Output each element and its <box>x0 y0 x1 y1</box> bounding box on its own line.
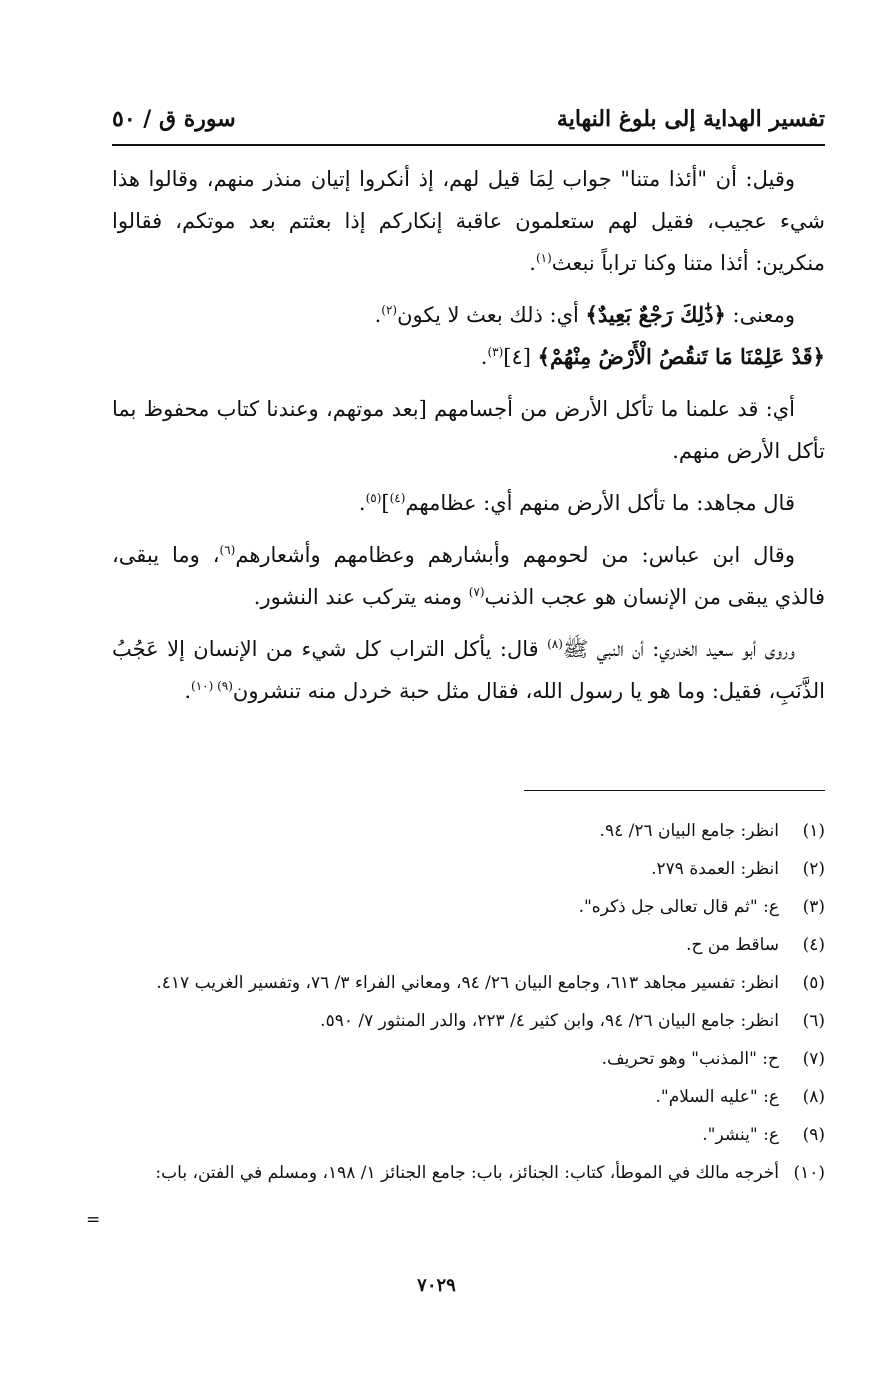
footnote-number: (٨) <box>802 1087 825 1107</box>
paragraph-6 <box>112 534 825 618</box>
paragraph-lead: ومعنى: <box>725 303 795 327</box>
paragraph-text: قال مجاهد: ما تأكل الأرض منهم أي: عظامهم <box>405 491 795 515</box>
footnote-text: ع: "ينشر". <box>702 1125 779 1145</box>
paragraph-2 <box>112 294 825 336</box>
paragraph-4 <box>112 388 825 472</box>
quran-verse: ﴿قَدْ عَلِمْنَا مَا تَنقُصُ الْأَرْضُ مِنْهُمْ﴾ <box>537 344 825 369</box>
footnote <box>112 1154 825 1192</box>
page-number: ٧٠٢٩ <box>417 1275 456 1296</box>
footnote <box>112 926 825 964</box>
paragraph-1 <box>112 158 825 284</box>
footnote-ref: (٦) <box>219 543 236 557</box>
footnote-number: (٢) <box>802 859 825 879</box>
main-text <box>112 158 825 722</box>
footnote-ref: (٨) <box>547 637 563 651</box>
paragraph-5 <box>112 482 825 524</box>
footnote-text: انظر: جامع البيان ٢٦/ ٩٤. <box>599 821 779 841</box>
footnote-ref: (٥) <box>365 491 382 505</box>
footnote-text: ع: "عليه السلام". <box>655 1087 779 1107</box>
footnote <box>112 850 825 888</box>
paragraph-tail: . <box>184 679 192 703</box>
footnote-ref: (١) <box>535 251 552 265</box>
paragraph-text-cont: ، وما يبقى، فالذي يبقى من الإنسان هو عجب الذنب <box>112 543 825 609</box>
footnote <box>112 888 825 926</box>
running-header <box>112 100 825 138</box>
quran-verse: ﴿ذَٰلِكَ رَجْعٌ بَعِيدٌ﴾ <box>585 302 726 327</box>
paragraph-text: وقال ابن عباس: من لحومهم وأبشارهم وعظامهم وأشعارهم <box>235 543 795 567</box>
paragraph-text: وقيل: أن "أئذا متنا" جواب لِمَا قيل لهم، إذ أنكروا إتيان منذر منهم، وقالوا هذا شيء عجيب، فقيل لهم ستعلمون عاقبة إنكاركم إذا بعثتم بعد موتكم، فقالوا منكرين: أئذا متنا وكنا تراباً نبعث <box>112 167 825 275</box>
paragraph-text: أي: ذلك بعث لا يكون <box>397 303 586 327</box>
footnote-rule <box>524 790 825 791</box>
continuation-mark: = <box>86 1210 101 1230</box>
paragraph-7 <box>112 628 825 712</box>
footnote-text: انظر: جامع البيان ٢٦/ ٩٤، وابن كثير ٤/ ٢٢٣، والدر المنثور ٧/ ٥٩٠. <box>320 1011 779 1031</box>
footnote-ref: (٣) <box>487 345 504 359</box>
footnote-ref: (٤) <box>389 491 406 505</box>
surah-reference: سورة ق / ٥٠ <box>112 106 236 132</box>
header-rule <box>112 144 825 146</box>
footnote-ref: (٢) <box>381 303 398 317</box>
footnote-text: أخرجه مالك في الموطأ، كتاب: الجنائز، باب: جامع الجنائز ١/ ١٩٨، ومسلم في الفتن، باب: <box>155 1163 779 1183</box>
book-title: تفسير الهداية إلى بلوغ النهاية <box>556 106 825 132</box>
footnote-number: (٤) <box>802 935 825 955</box>
footnote <box>112 1040 825 1078</box>
footnote-text: ح: "المذنب" وهو تحريف. <box>601 1049 779 1069</box>
footnote-ref: (٩) (١٠) <box>191 679 233 693</box>
paragraph-3 <box>112 336 825 378</box>
footnote-number: (٦) <box>802 1011 825 1031</box>
paragraph-tail: . <box>480 345 488 369</box>
paragraph-text: أي: قد علمنا ما تأكل الأرض من أجسامهم [بعد موتهم، وعندنا كتاب محفوظ بما تأكل الأرض منهم. <box>112 397 825 463</box>
footnote-number: (٩) <box>802 1125 825 1145</box>
footnote <box>112 1116 825 1154</box>
verse-number: [٤] <box>503 345 538 369</box>
paragraph-tail: ومنه يتركب عند النشور. <box>253 585 469 609</box>
footnote <box>112 812 825 850</box>
footnote-number: (١) <box>802 821 825 841</box>
footnote-text: انظر: تفسير مجاهد ٦١٣، وجامع البيان ٢٦/ ٩٤، ومعاني الفراء ٣/ ٧٦، وتفسير الغريب ٤١٧. <box>156 973 779 993</box>
footnote-number: (٥) <box>802 973 825 993</box>
bracket-close: ] <box>381 491 390 515</box>
paragraph-text: وروى أبو سعيد الخدري: أن النبي ﷺ <box>562 637 795 661</box>
paragraph-tail: . <box>374 303 382 327</box>
footnote <box>112 964 825 1002</box>
paragraph-tail: . <box>358 491 366 515</box>
footnote <box>112 1002 825 1040</box>
footnote-text: ساقط من ح. <box>686 935 779 955</box>
footnote-number: (٧) <box>802 1049 825 1069</box>
footnote-text: ع: "ثم قال تعالى جل ذكره". <box>578 897 779 917</box>
footnote <box>112 1078 825 1116</box>
footnote-number: (٣) <box>802 897 825 917</box>
footnote-text: انظر: العمدة ٢٧٩. <box>651 859 779 879</box>
footnotes <box>112 812 825 1192</box>
paragraph-text-cont: قال: يأكل التراب كل شيء من الإنسان إلا عَجُبُ الذَّنَبِ، فقيل: وما هو يا رسول الله، فقال مثل حبة خردل منه تنشرون <box>112 637 825 703</box>
footnote-number: (١٠) <box>793 1163 825 1183</box>
paragraph-tail: . <box>529 251 536 275</box>
footnote-ref: (٧) <box>468 585 485 599</box>
